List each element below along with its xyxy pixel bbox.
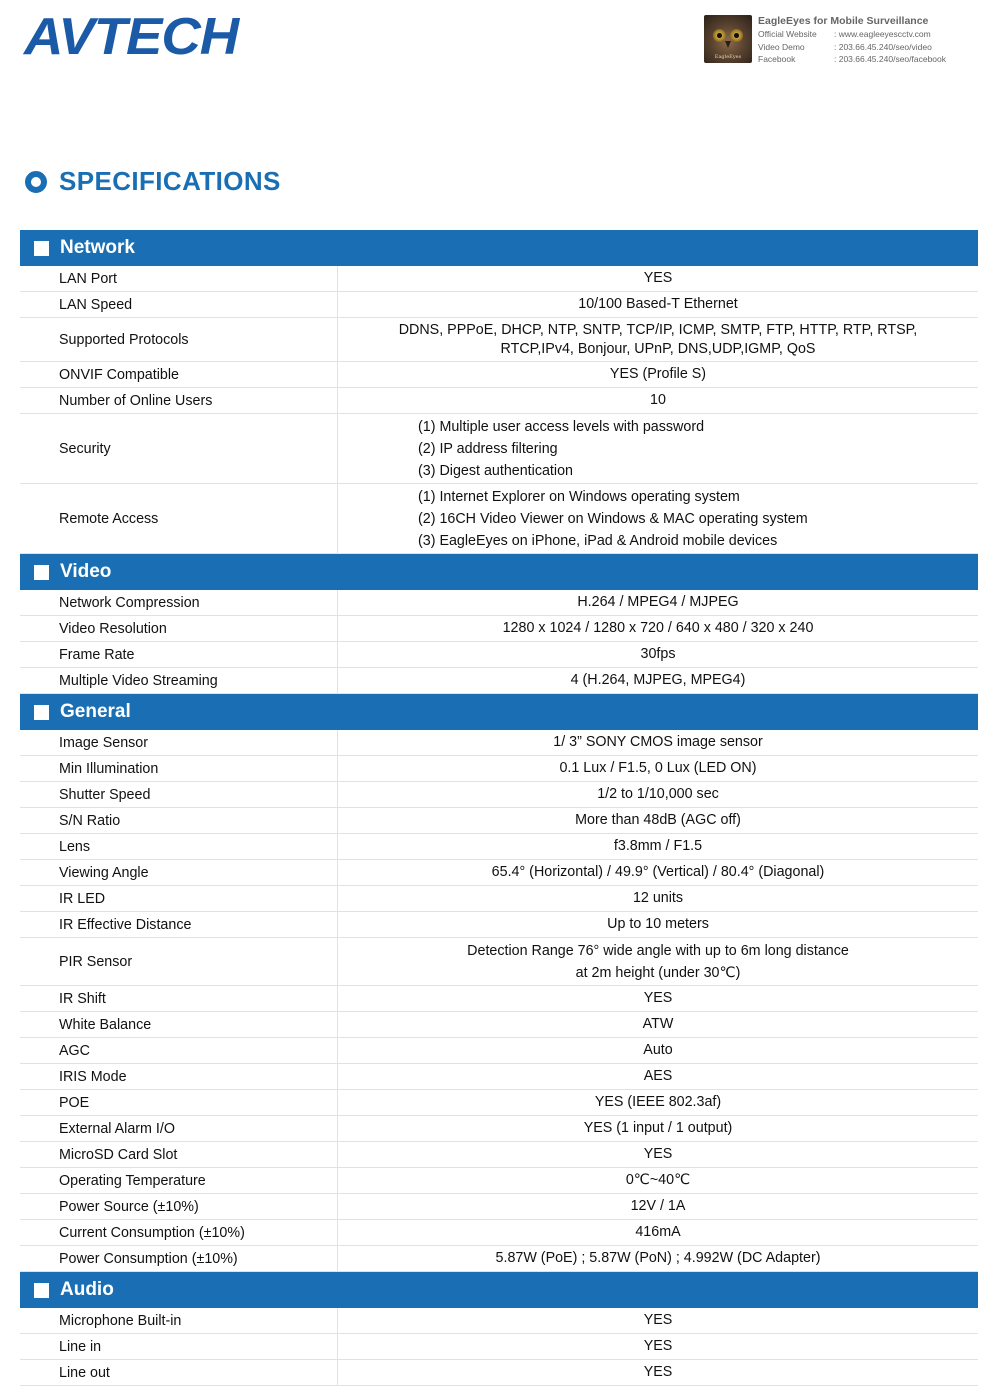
table-row <box>20 1038 978 1064</box>
spec-value: H.264 / MPEG4 / MJPEG <box>337 590 978 615</box>
table-row <box>20 1012 978 1038</box>
spec-value-line: Detection Range 76° wide angle with up to 6m long distance <box>467 942 849 959</box>
section-title: Video <box>60 561 112 582</box>
spec-label: Power Source (±10%) <box>59 1198 199 1215</box>
table-row <box>20 808 978 834</box>
spec-label: PIR Sensor <box>59 953 133 970</box>
promo-title: EagleEyes for Mobile Surveillance <box>758 15 929 27</box>
spec-value: 416mA <box>337 1220 978 1245</box>
spec-label: MicroSD Card Slot <box>59 1146 178 1163</box>
section-header-general <box>20 694 978 730</box>
spec-label: ONVIF Compatible <box>59 366 179 383</box>
brand-logo-text: AVTECH <box>24 8 239 66</box>
table-row <box>20 912 978 938</box>
table-row <box>20 616 978 642</box>
spec-label: IRIS Mode <box>59 1068 127 1085</box>
spec-value: 1/ 3” SONY CMOS image sensor <box>337 730 978 755</box>
specifications-heading <box>25 166 281 197</box>
spec-value-line: RTCP,IPv4, Bonjour, UPnP, DNS,UDP,IGMP, QoS <box>500 340 816 357</box>
spec-label: Remote Access <box>59 510 159 527</box>
section-header-network <box>20 230 978 266</box>
spec-label: Line out <box>59 1364 110 1381</box>
owl-image-caption: EagleEyes <box>714 54 742 60</box>
spec-value: YES <box>337 266 978 291</box>
spec-label: Line in <box>59 1338 102 1355</box>
table-row <box>20 1334 978 1360</box>
circle-bullet-icon <box>25 171 47 193</box>
spec-label: Frame Rate <box>59 646 135 663</box>
spec-value: 10 <box>337 388 978 413</box>
spec-label: External Alarm I/O <box>59 1120 176 1137</box>
spec-label: Video Resolution <box>59 620 167 637</box>
spec-label: Viewing Angle <box>59 864 149 881</box>
spec-value: YES (IEEE 802.3af) <box>337 1090 978 1115</box>
spec-value: YES <box>337 1142 978 1167</box>
table-row <box>20 668 978 694</box>
section-header-video <box>20 554 978 590</box>
spec-label: White Balance <box>59 1016 152 1033</box>
spec-label: Microphone Built-in <box>59 1312 182 1329</box>
table-row <box>20 986 978 1012</box>
eagleeyes-promo <box>704 15 946 66</box>
section-title: General <box>60 701 131 722</box>
table-row <box>20 414 978 484</box>
table-row <box>20 362 978 388</box>
spec-value: 1280 x 1024 / 1280 x 720 / 640 x 480 / 320 x 240 <box>337 616 978 641</box>
spec-value: YES <box>337 1334 978 1359</box>
spec-label: Operating Temperature <box>59 1172 206 1189</box>
spec-value-line: (2) IP address filtering <box>418 440 558 457</box>
spec-value-line: at 2m height (under 30℃) <box>575 964 741 981</box>
spec-label: Min Illumination <box>59 760 159 777</box>
table-row <box>20 1308 978 1334</box>
section-title: Audio <box>60 1279 114 1300</box>
spec-value-line: (1) Multiple user access levels with password <box>418 418 705 435</box>
square-bullet-icon <box>34 241 49 256</box>
promo-row-value: : 203.66.45.240/seo/video <box>834 41 932 52</box>
spec-value: ATW <box>337 1012 978 1037</box>
table-row <box>20 1360 978 1386</box>
section-title: Network <box>60 237 135 258</box>
spec-value: YES <box>337 1308 978 1333</box>
spec-value: 12 units <box>337 886 978 911</box>
table-row <box>20 292 978 318</box>
brand-logo <box>24 8 239 66</box>
promo-row <box>758 41 946 54</box>
spec-label: Image Sensor <box>59 734 149 751</box>
spec-value: YES (Profile S) <box>337 362 978 387</box>
spec-value: More than 48dB (AGC off) <box>337 808 978 833</box>
spec-value: YES (1 input / 1 output) <box>337 1116 978 1141</box>
table-row <box>20 590 978 616</box>
spec-value <box>337 414 978 483</box>
spec-label: Current Consumption (±10%) <box>59 1224 245 1241</box>
promo-row-label: Official Website <box>758 29 817 39</box>
spec-value: 0.1 Lux / F1.5, 0 Lux (LED ON) <box>337 756 978 781</box>
spec-value: 4 (H.264, MJPEG, MPEG4) <box>337 668 978 693</box>
spec-label: IR LED <box>59 890 106 907</box>
table-row <box>20 1194 978 1220</box>
square-bullet-icon <box>34 565 49 580</box>
page-title: SPECIFICATIONS <box>59 166 281 196</box>
promo-row-value: : 203.66.45.240/seo/facebook <box>834 54 947 64</box>
spec-value: Auto <box>337 1038 978 1063</box>
spec-value-line: (3) EagleEyes on iPhone, iPad & Android mobile devices <box>418 532 778 549</box>
table-row <box>20 1168 978 1194</box>
spec-value: 5.87W (PoE) ; 5.87W (PoN) ; 4.992W (DC Adapter) <box>337 1246 978 1271</box>
table-row <box>20 860 978 886</box>
spec-value: 1/2 to 1/10,000 sec <box>337 782 978 807</box>
promo-row <box>758 53 946 66</box>
table-row <box>20 484 978 554</box>
promo-row <box>758 28 946 41</box>
table-row <box>20 756 978 782</box>
table-row <box>20 834 978 860</box>
table-row <box>20 1090 978 1116</box>
spec-value: 65.4° (Horizontal) / 49.9° (Vertical) / 80.4° (Diagonal) <box>337 860 978 885</box>
section-header-audio <box>20 1272 978 1308</box>
spec-label: IR Shift <box>59 990 106 1007</box>
spec-value-line: (1) Internet Explorer on Windows operating system <box>418 488 740 505</box>
table-row <box>20 266 978 292</box>
spec-label: LAN Speed <box>59 296 133 313</box>
table-row <box>20 318 978 362</box>
table-row <box>20 642 978 668</box>
spec-label: S/N Ratio <box>59 812 121 829</box>
promo-row-value: : www.eagleeyescctv.com <box>834 29 931 39</box>
spec-value: 12V / 1A <box>337 1194 978 1219</box>
spec-label: Security <box>59 440 111 457</box>
square-bullet-icon <box>34 1283 49 1298</box>
spec-label: Multiple Video Streaming <box>59 672 218 689</box>
promo-row-label: Facebook <box>758 54 796 64</box>
spec-label: Network Compression <box>59 594 200 611</box>
table-row <box>20 1142 978 1168</box>
spec-label: Number of Online Users <box>59 392 213 409</box>
table-row <box>20 388 978 414</box>
table-row <box>20 938 978 986</box>
promo-row-label: Video Demo <box>758 41 805 52</box>
spec-value <box>337 484 978 553</box>
spec-label: Supported Protocols <box>59 331 189 348</box>
spec-value: AES <box>337 1064 978 1089</box>
table-row <box>20 1246 978 1272</box>
table-row <box>20 1064 978 1090</box>
spec-label: Shutter Speed <box>59 786 151 803</box>
spec-value-line: (3) Digest authentication <box>418 462 573 479</box>
spec-value: 30fps <box>337 642 978 667</box>
spec-value: 0℃~40℃ <box>337 1168 978 1193</box>
spec-table <box>20 230 978 1386</box>
spec-value: 10/100 Based-T Ethernet <box>337 292 978 317</box>
spec-label: POE <box>59 1094 90 1111</box>
spec-label: AGC <box>59 1042 90 1059</box>
spec-value: f3.8mm / F1.5 <box>337 834 978 859</box>
square-bullet-icon <box>34 705 49 720</box>
spec-label: Power Consumption (±10%) <box>59 1250 238 1267</box>
table-row <box>20 730 978 756</box>
table-row <box>20 886 978 912</box>
table-row <box>20 1220 978 1246</box>
spec-value: Up to 10 meters <box>337 912 978 937</box>
spec-value-line: DDNS, PPPoE, DHCP, NTP, SNTP, TCP/IP, ICMP, SMTP, FTP, HTTP, RTP, RTSP, <box>398 321 918 338</box>
spec-value <box>337 938 978 985</box>
spec-value: YES <box>337 1360 978 1385</box>
spec-value-line: (2) 16CH Video Viewer on Windows & MAC operating system <box>418 510 808 527</box>
table-row <box>20 782 978 808</box>
table-row <box>20 1116 978 1142</box>
spec-label: Lens <box>59 838 91 855</box>
spec-label: LAN Port <box>59 270 118 287</box>
spec-value <box>337 318 978 361</box>
spec-label: IR Effective Distance <box>59 916 192 933</box>
owl-image <box>704 15 752 63</box>
spec-value: YES <box>337 986 978 1011</box>
